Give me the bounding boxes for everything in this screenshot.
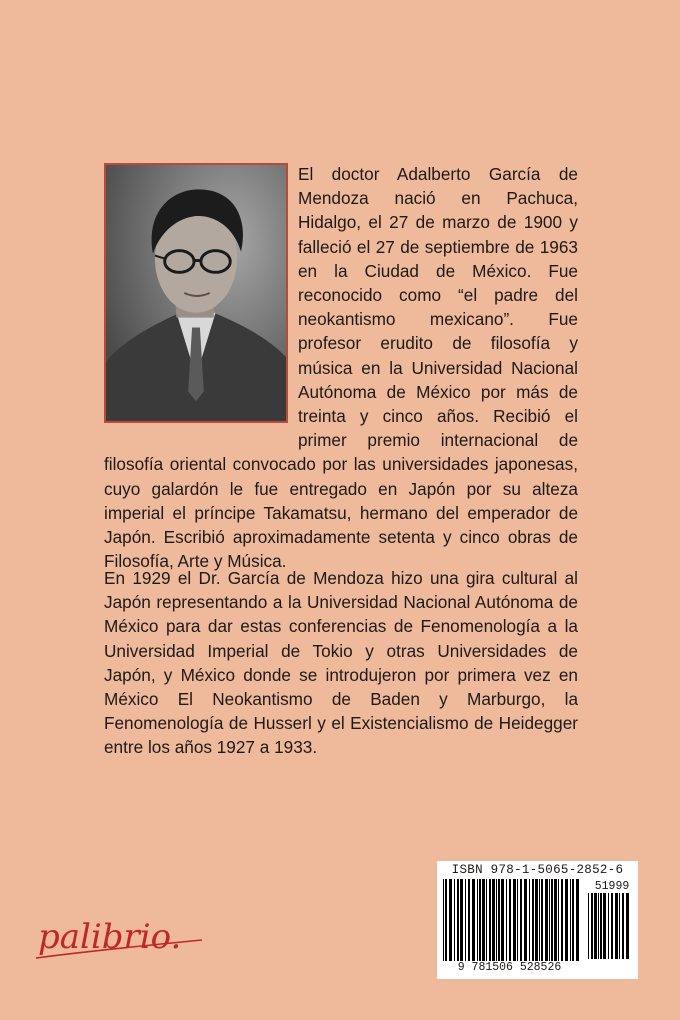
isbn-barcode [437,861,638,979]
author-biography [104,162,578,573]
cultural-tour-paragraph: En 1929 el Dr. García de Mendoza hizo una gira cultural al Japón representando a la Universidad Nacional Autónoma de México para dar estas conferencias de Fenomenología a la Universidad Imperial de Tokio y otras Universidades de Japón, y México donde se introdujeron por primera vez en México El Neokantismo de Baden y Marburgo, la Fenomenología de Husserl y el Existencialismo de Heidegger entre los años 1927 a 1933. [104,568,578,758]
price-code: 51999 [594,880,630,893]
ean-digits: 9 781506 528526 [457,961,562,974]
palibrio-logo [30,900,210,970]
palibrio-logo-text: palibrio. [38,917,182,957]
price-barcode-bars [588,893,633,959]
author-biography-text: El doctor Adalberto García de Mendoza nació en Pachuca, Hidalgo, el 27 de marzo de 1900 y falleció el 27 de septiembre de 1963 en la Ciudad de México. Fue reconocido como “el padre del neokantismo mexicano”. Fue profesor erudito de filosofía y música en la Universidad Nacional Autónoma de México por más de treinta y cinco años. Recibió el primer premio internacional de filosofía oriental convocado por las universidades japonesas, cuyo galardón le fue entregado en Japón por su alteza imperial el príncipe Takamatsu, hermano del emperador de Japón. Escribió aproximadamente setenta y cinco obras de Filosofía, Arte y Música. [104,164,578,572]
isbn-number: ISBN 978-1-5065-2852-6 [451,863,624,877]
photo-text-wrap [104,162,298,434]
ean-barcode-bars [443,879,583,961]
